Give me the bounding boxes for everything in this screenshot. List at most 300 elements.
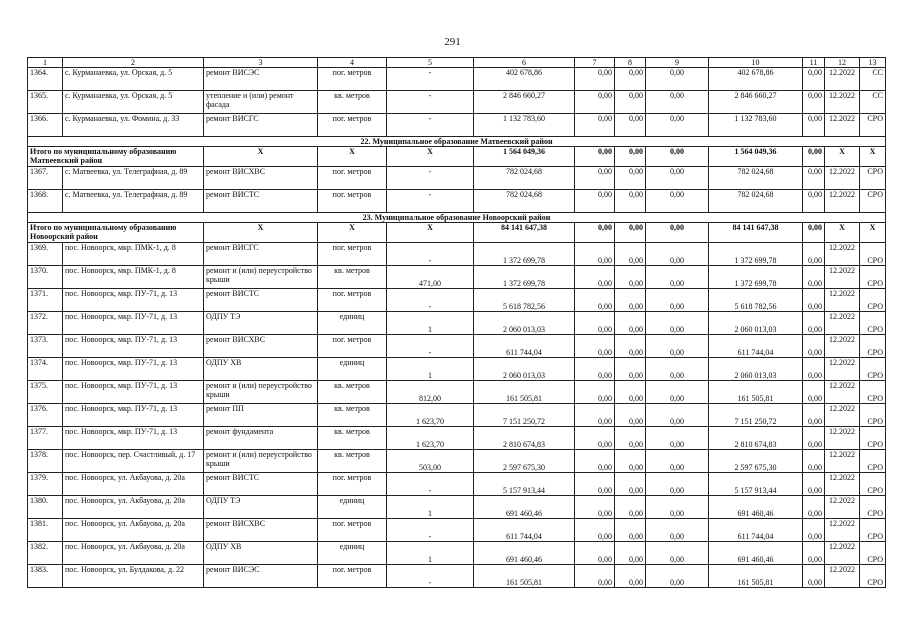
table-row [28, 358, 886, 381]
method-cell: СРО [860, 496, 886, 519]
row-number: 1383. [28, 565, 63, 588]
address-cell: с. Курманаевка, ул. Орская, д. 5 [63, 91, 204, 114]
column-header: 11 [803, 58, 825, 68]
value-cell: 0,00 [803, 381, 825, 404]
value-cell: 0,00 [646, 243, 709, 266]
table-row [28, 473, 886, 496]
fund-cost-cell: 1 564 049,36 [709, 147, 803, 167]
value-cell: 0,00 [803, 289, 825, 312]
value-cell: 0,00 [646, 358, 709, 381]
row-number: 1368. [28, 190, 63, 213]
method-cell: СРО [860, 312, 886, 335]
fund-cost-cell: 611 744,04 [709, 519, 803, 542]
row-number: 1376. [28, 404, 63, 427]
table-cell: Х [318, 223, 387, 243]
value-cell: 0,00 [615, 190, 646, 213]
work-type-cell: ремонт ВИСХВС [204, 519, 318, 542]
value-cell: 0,00 [646, 404, 709, 427]
value-cell: 0,00 [575, 519, 615, 542]
unit-cell: кв. метров [318, 404, 387, 427]
section-title: 23. Муниципальное образование Новоорский район [28, 213, 886, 223]
column-header: 5 [387, 58, 474, 68]
value-cell: 0,00 [575, 68, 615, 91]
unit-cell: пог. метров [318, 519, 387, 542]
unit-cell: пог. метров [318, 335, 387, 358]
address-cell: пос. Новоорск, пер. Счастливый, д. 17 [63, 450, 204, 473]
work-type-cell: ремонт и (или) переустройство крыши [204, 266, 318, 289]
quantity-cell: - [387, 335, 474, 358]
total-cost-cell: 2 060 013,03 [474, 358, 575, 381]
column-header: 6 [474, 58, 575, 68]
row-number: 1382. [28, 542, 63, 565]
unit-cell: единиц [318, 312, 387, 335]
deadline-cell: 12.2022 [825, 381, 860, 404]
table-cell: Х [825, 147, 860, 167]
total-cost-cell: 7 151 250,72 [474, 404, 575, 427]
row-number: 1372. [28, 312, 63, 335]
work-type-cell: утепление и (или) ремонт фасада [204, 91, 318, 114]
unit-cell: пог. метров [318, 473, 387, 496]
value-cell: 0,00 [615, 167, 646, 190]
total-cost-cell: 1 372 699,78 [474, 243, 575, 266]
column-header: 7 [575, 58, 615, 68]
section-total-row [28, 147, 886, 167]
address-cell: пос. Новоорск, мкр. ПУ-71, д. 13 [63, 312, 204, 335]
value-cell: 0,00 [615, 114, 646, 137]
method-cell: СРО [860, 404, 886, 427]
method-cell: СС [860, 68, 886, 91]
row-number: 1371. [28, 289, 63, 312]
value-cell: 0,00 [615, 496, 646, 519]
work-type-cell: ОДПУ ТЭ [204, 496, 318, 519]
value-cell: 0,00 [803, 473, 825, 496]
quantity-cell: 1 623,70 [387, 404, 474, 427]
value-cell: 0,00 [803, 404, 825, 427]
value-cell: 0,00 [646, 223, 709, 243]
row-number: 1375. [28, 381, 63, 404]
page-number: 291 [444, 36, 461, 48]
quantity-cell: 812,00 [387, 381, 474, 404]
deadline-cell: 12.2022 [825, 542, 860, 565]
value-cell: 0,00 [803, 68, 825, 91]
fund-cost-cell: 611 744,04 [709, 335, 803, 358]
fund-cost-cell: 402 678,86 [709, 68, 803, 91]
total-cost-cell: 84 141 647,38 [474, 223, 575, 243]
table-row [28, 190, 886, 213]
total-cost-cell: 782 024,68 [474, 167, 575, 190]
value-cell: 0,00 [575, 243, 615, 266]
quantity-cell: 503,00 [387, 450, 474, 473]
work-type-cell: ремонт ВИСЭС [204, 68, 318, 91]
method-cell: СРО [860, 358, 886, 381]
method-cell: СРО [860, 335, 886, 358]
value-cell: 0,00 [615, 289, 646, 312]
quantity-cell: 1 [387, 542, 474, 565]
value-cell: 0,00 [575, 335, 615, 358]
deadline-cell: 12.2022 [825, 427, 860, 450]
unit-cell: пог. метров [318, 167, 387, 190]
work-type-cell: ремонт фундамента [204, 427, 318, 450]
work-type-cell: ремонт ВИСТС [204, 473, 318, 496]
address-cell: пос. Новоорск, мкр. ПУ-71, д. 13 [63, 335, 204, 358]
unit-cell: кв. метров [318, 450, 387, 473]
method-cell: СРО [860, 450, 886, 473]
unit-cell: пог. метров [318, 114, 387, 137]
value-cell: 0,00 [575, 289, 615, 312]
method-cell: СРО [860, 542, 886, 565]
deadline-cell: 12.2022 [825, 335, 860, 358]
fund-cost-cell: 2 060 013,03 [709, 312, 803, 335]
value-cell: 0,00 [575, 266, 615, 289]
address-cell: пос. Новоорск, ул. Булдакова, д. 22 [63, 565, 204, 588]
value-cell: 0,00 [646, 381, 709, 404]
value-cell: 0,00 [646, 496, 709, 519]
deadline-cell: 12.2022 [825, 289, 860, 312]
table-cell: Х [860, 223, 886, 243]
work-type-cell: ОДПУ ХВ [204, 358, 318, 381]
total-cost-cell: 5 618 782,56 [474, 289, 575, 312]
row-number: 1381. [28, 519, 63, 542]
value-cell: 0,00 [575, 190, 615, 213]
value-cell: 0,00 [646, 427, 709, 450]
address-cell: пос. Новоорск, ул. Акбауова, д. 20а [63, 519, 204, 542]
address-cell: пос. Новоорск, мкр. ПМК-1, д. 8 [63, 266, 204, 289]
method-cell: СРО [860, 565, 886, 588]
row-number: 1364. [28, 68, 63, 91]
value-cell: 0,00 [615, 335, 646, 358]
row-number: 1367. [28, 167, 63, 190]
method-cell: СРО [860, 473, 886, 496]
quantity-cell: - [387, 243, 474, 266]
unit-cell: единиц [318, 542, 387, 565]
quantity-cell: 1 [387, 358, 474, 381]
total-cost-cell: 2 060 013,03 [474, 312, 575, 335]
total-label: Итого по муниципальному образованию Матвеевский район [28, 147, 204, 167]
address-cell: пос. Новоорск, мкр. ПУ-71, д. 13 [63, 358, 204, 381]
value-cell: 0,00 [646, 473, 709, 496]
unit-cell: кв. метров [318, 427, 387, 450]
fund-cost-cell: 691 460,46 [709, 496, 803, 519]
value-cell: 0,00 [646, 312, 709, 335]
quantity-cell: - [387, 68, 474, 91]
deadline-cell: 12.2022 [825, 190, 860, 213]
deadline-cell: 12.2022 [825, 496, 860, 519]
unit-cell: пог. метров [318, 243, 387, 266]
value-cell: 0,00 [615, 473, 646, 496]
table-cell: Х [204, 223, 318, 243]
value-cell: 0,00 [803, 114, 825, 137]
total-cost-cell: 5 157 913,44 [474, 473, 575, 496]
value-cell: 0,00 [646, 519, 709, 542]
value-cell: 0,00 [575, 358, 615, 381]
work-type-cell: ремонт и (или) переустройство крыши [204, 381, 318, 404]
column-header: 10 [709, 58, 803, 68]
work-type-cell: ремонт ВИСТС [204, 289, 318, 312]
column-header: 13 [860, 58, 886, 68]
unit-cell: пог. метров [318, 289, 387, 312]
total-cost-cell: 161 505,81 [474, 381, 575, 404]
deadline-cell: 12.2022 [825, 91, 860, 114]
unit-cell: пог. метров [318, 190, 387, 213]
table-row [28, 167, 886, 190]
address-cell: пос. Новоорск, мкр. ПМК-1, д. 8 [63, 243, 204, 266]
value-cell: 0,00 [575, 404, 615, 427]
deadline-cell: 12.2022 [825, 266, 860, 289]
table-cell: Х [825, 223, 860, 243]
unit-cell: единиц [318, 496, 387, 519]
fund-cost-cell: 782 024,68 [709, 167, 803, 190]
value-cell: 0,00 [575, 91, 615, 114]
value-cell: 0,00 [646, 542, 709, 565]
work-type-cell: ОДПУ ТЭ [204, 312, 318, 335]
section-title: 22. Муниципальное образование Матвеевский район [28, 137, 886, 147]
work-type-cell: ремонт ВИСТС [204, 190, 318, 213]
value-cell: 0,00 [803, 519, 825, 542]
fund-cost-cell: 7 151 250,72 [709, 404, 803, 427]
value-cell: 0,00 [575, 223, 615, 243]
table-row [28, 519, 886, 542]
fund-cost-cell: 2 597 675,30 [709, 450, 803, 473]
value-cell: 0,00 [575, 496, 615, 519]
fund-cost-cell: 84 141 647,38 [709, 223, 803, 243]
section-total-row [28, 223, 886, 243]
method-cell: СРО [860, 289, 886, 312]
method-cell: СРО [860, 266, 886, 289]
row-number: 1373. [28, 335, 63, 358]
quantity-cell: - [387, 167, 474, 190]
deadline-cell: 12.2022 [825, 243, 860, 266]
value-cell: 0,00 [803, 427, 825, 450]
deadline-cell: 12.2022 [825, 114, 860, 137]
value-cell: 0,00 [646, 91, 709, 114]
value-cell: 0,00 [615, 147, 646, 167]
value-cell: 0,00 [803, 565, 825, 588]
value-cell: 0,00 [646, 147, 709, 167]
unit-cell: пог. метров [318, 565, 387, 588]
unit-cell: единиц [318, 358, 387, 381]
deadline-cell: 12.2022 [825, 450, 860, 473]
deadline-cell: 12.2022 [825, 473, 860, 496]
deadline-cell: 12.2022 [825, 404, 860, 427]
row-number: 1366. [28, 114, 63, 137]
total-cost-cell: 1 564 049,36 [474, 147, 575, 167]
value-cell: 0,00 [803, 91, 825, 114]
value-cell: 0,00 [803, 335, 825, 358]
table-row [28, 312, 886, 335]
quantity-cell: 1 [387, 312, 474, 335]
table-row [28, 91, 886, 114]
address-cell: с. Матвеевка, ул. Телеграфная, д. 89 [63, 167, 204, 190]
capital-repair-table [27, 57, 886, 588]
fund-cost-cell: 5 618 782,56 [709, 289, 803, 312]
deadline-cell: 12.2022 [825, 565, 860, 588]
address-cell: пос. Новоорск, ул. Акбауова, д. 20а [63, 542, 204, 565]
quantity-cell: - [387, 190, 474, 213]
value-cell: 0,00 [575, 427, 615, 450]
work-type-cell: ремонт ВИСХВС [204, 335, 318, 358]
table-cell: Х [318, 147, 387, 167]
row-number: 1370. [28, 266, 63, 289]
value-cell: 0,00 [615, 358, 646, 381]
row-number: 1374. [28, 358, 63, 381]
address-cell: пос. Новоорск, мкр. ПУ-71, д. 13 [63, 289, 204, 312]
fund-cost-cell: 1 372 699,78 [709, 266, 803, 289]
address-cell: с. Курманаевка, ул. Орская, д. 5 [63, 68, 204, 91]
table-row [28, 450, 886, 473]
work-type-cell: ремонт ПП [204, 404, 318, 427]
total-cost-cell: 611 744,04 [474, 335, 575, 358]
quantity-cell: 471,00 [387, 266, 474, 289]
value-cell: 0,00 [615, 404, 646, 427]
address-cell: пос. Новоорск, мкр. ПУ-71, д. 13 [63, 404, 204, 427]
table-cell: Х [387, 147, 474, 167]
value-cell: 0,00 [646, 114, 709, 137]
fund-cost-cell: 782 024,68 [709, 190, 803, 213]
total-cost-cell: 1 132 783,60 [474, 114, 575, 137]
value-cell: 0,00 [575, 167, 615, 190]
value-cell: 0,00 [803, 167, 825, 190]
row-number: 1369. [28, 243, 63, 266]
unit-cell: кв. метров [318, 266, 387, 289]
fund-cost-cell: 2 060 013,03 [709, 358, 803, 381]
total-cost-cell: 1 372 699,78 [474, 266, 575, 289]
method-cell: СС [860, 91, 886, 114]
fund-cost-cell: 2 846 660,27 [709, 91, 803, 114]
table-row [28, 404, 886, 427]
value-cell: 0,00 [615, 381, 646, 404]
unit-cell: пог. метров [318, 68, 387, 91]
quantity-cell: 1 [387, 496, 474, 519]
value-cell: 0,00 [803, 312, 825, 335]
value-cell: 0,00 [615, 68, 646, 91]
column-number-row [28, 58, 886, 68]
value-cell: 0,00 [646, 266, 709, 289]
total-cost-cell: 782 024,68 [474, 190, 575, 213]
address-cell: пос. Новоорск, ул. Акбауова, д. 20а [63, 496, 204, 519]
total-cost-cell: 2 597 675,30 [474, 450, 575, 473]
table-row [28, 565, 886, 588]
section-header-row [28, 213, 886, 223]
table-row [28, 496, 886, 519]
total-cost-cell: 611 744,04 [474, 519, 575, 542]
work-type-cell: ремонт ВИСГС [204, 114, 318, 137]
value-cell: 0,00 [646, 565, 709, 588]
table-row [28, 381, 886, 404]
column-header: 8 [615, 58, 646, 68]
total-label: Итого по муниципальному образованию Новоорский район [28, 223, 204, 243]
column-header: 1 [28, 58, 63, 68]
deadline-cell: 12.2022 [825, 358, 860, 381]
section-header-row [28, 137, 886, 147]
value-cell: 0,00 [803, 223, 825, 243]
value-cell: 0,00 [575, 312, 615, 335]
method-cell: СРО [860, 519, 886, 542]
value-cell: 0,00 [575, 381, 615, 404]
table-row [28, 335, 886, 358]
address-cell: пос. Новоорск, ул. Акбауова, д. 20а [63, 473, 204, 496]
method-cell: СРО [860, 190, 886, 213]
value-cell: 0,00 [646, 190, 709, 213]
value-cell: 0,00 [646, 289, 709, 312]
total-cost-cell: 161 505,81 [474, 565, 575, 588]
quantity-cell: - [387, 114, 474, 137]
table-row [28, 542, 886, 565]
table-row [28, 289, 886, 312]
value-cell: 0,00 [646, 167, 709, 190]
table-cell: Х [860, 147, 886, 167]
value-cell: 0,00 [615, 519, 646, 542]
value-cell: 0,00 [803, 542, 825, 565]
value-cell: 0,00 [615, 312, 646, 335]
value-cell: 0,00 [615, 266, 646, 289]
value-cell: 0,00 [646, 68, 709, 91]
fund-cost-cell: 5 157 913,44 [709, 473, 803, 496]
value-cell: 0,00 [646, 450, 709, 473]
quantity-cell: 1 623,70 [387, 427, 474, 450]
row-number: 1365. [28, 91, 63, 114]
total-cost-cell: 691 460,46 [474, 542, 575, 565]
quantity-cell: - [387, 91, 474, 114]
value-cell: 0,00 [575, 473, 615, 496]
row-number: 1377. [28, 427, 63, 450]
unit-cell: кв. метров [318, 381, 387, 404]
column-header: 4 [318, 58, 387, 68]
total-cost-cell: 691 460,46 [474, 496, 575, 519]
method-cell: СРО [860, 427, 886, 450]
fund-cost-cell: 2 810 674,83 [709, 427, 803, 450]
deadline-cell: 12.2022 [825, 312, 860, 335]
table-row [28, 243, 886, 266]
value-cell: 0,00 [803, 190, 825, 213]
total-cost-cell: 402 678,86 [474, 68, 575, 91]
value-cell: 0,00 [803, 496, 825, 519]
value-cell: 0,00 [615, 542, 646, 565]
value-cell: 0,00 [575, 565, 615, 588]
work-type-cell: ремонт ВИСХВС [204, 167, 318, 190]
quantity-cell: - [387, 473, 474, 496]
deadline-cell: 12.2022 [825, 519, 860, 542]
method-cell: СРО [860, 114, 886, 137]
table-cell: Х [387, 223, 474, 243]
method-cell: СРО [860, 381, 886, 404]
total-cost-cell: 2 810 674,83 [474, 427, 575, 450]
value-cell: 0,00 [615, 427, 646, 450]
value-cell: 0,00 [615, 91, 646, 114]
value-cell: 0,00 [615, 565, 646, 588]
address-cell: пос. Новоорск, мкр. ПУ-71, д. 13 [63, 427, 204, 450]
table-row [28, 68, 886, 91]
value-cell: 0,00 [646, 335, 709, 358]
method-cell: СРО [860, 167, 886, 190]
fund-cost-cell: 1 132 783,60 [709, 114, 803, 137]
value-cell: 0,00 [615, 450, 646, 473]
value-cell: 0,00 [803, 266, 825, 289]
work-type-cell: ремонт ВИСЭС [204, 565, 318, 588]
table-row [28, 114, 886, 137]
value-cell: 0,00 [575, 450, 615, 473]
value-cell: 0,00 [615, 223, 646, 243]
column-header: 12 [825, 58, 860, 68]
total-cost-cell: 2 846 660,27 [474, 91, 575, 114]
table-row [28, 266, 886, 289]
value-cell: 0,00 [803, 450, 825, 473]
column-header: 3 [204, 58, 318, 68]
row-number: 1380. [28, 496, 63, 519]
quantity-cell: - [387, 519, 474, 542]
fund-cost-cell: 691 460,46 [709, 542, 803, 565]
work-type-cell: ремонт ВИСГС [204, 243, 318, 266]
value-cell: 0,00 [803, 358, 825, 381]
